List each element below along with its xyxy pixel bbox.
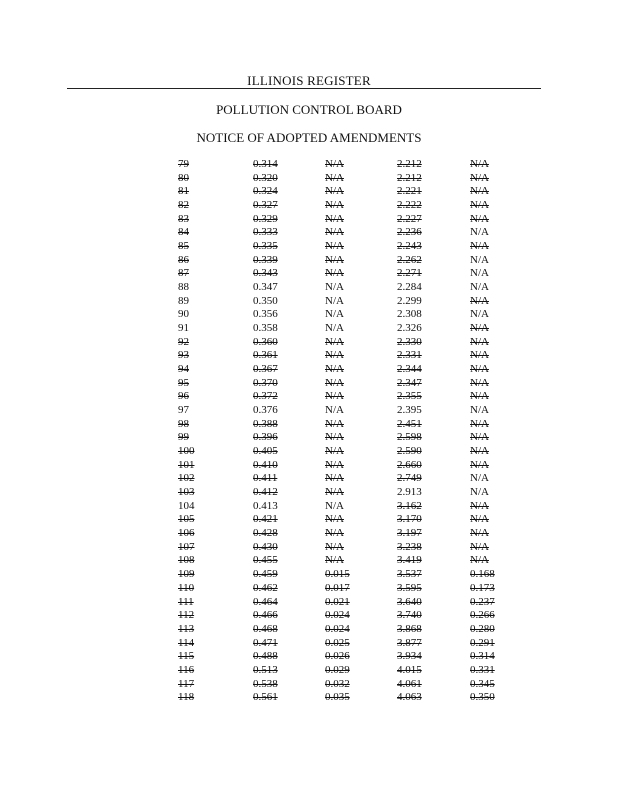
value-cell-1: 0.370: [253, 376, 278, 389]
board-title: POLLUTION CONTROL BOARD: [216, 102, 402, 117]
value-cell-2: 0.015: [325, 568, 350, 581]
table-row: [0, 513, 618, 527]
value-cell-3: 3.537: [397, 568, 422, 581]
value-cell-4: N/A: [470, 431, 489, 444]
value-cell-2: N/A: [325, 390, 344, 403]
value-cell-2: N/A: [325, 472, 344, 485]
table-row: [0, 404, 618, 418]
value-cell-2: N/A: [325, 158, 344, 170]
value-cell-3: 2.212: [397, 158, 422, 170]
table-row: [0, 664, 618, 678]
index-cell: 99: [178, 431, 189, 444]
value-cell-2: 0.024: [325, 609, 350, 622]
value-cell-2: N/A: [325, 540, 344, 553]
value-cell-2: N/A: [325, 458, 344, 471]
value-cell-2: 0.024: [325, 622, 350, 635]
value-cell-1: 0.361: [253, 349, 278, 362]
value-cell-1: 0.405: [253, 445, 278, 458]
index-cell: 101: [178, 458, 195, 471]
index-cell: 83: [178, 212, 189, 225]
value-cell-4: N/A: [470, 417, 489, 430]
value-cell-4: N/A: [470, 472, 489, 485]
value-cell-4: 0.345: [470, 677, 495, 690]
value-cell-2: N/A: [325, 513, 344, 526]
value-cell-1: 0.396: [253, 431, 278, 444]
value-cell-3: 2.660: [397, 458, 422, 471]
value-cell-3: 4.015: [397, 663, 422, 676]
value-cell-3: 3.868: [397, 622, 422, 635]
value-cell-2: N/A: [325, 322, 344, 335]
value-cell-3: 2.344: [397, 363, 422, 376]
table-row: [0, 158, 618, 172]
table-row: [0, 240, 618, 254]
index-cell: 80: [178, 171, 189, 184]
table-row: [0, 568, 618, 582]
index-cell: 92: [178, 335, 189, 348]
value-cell-3: 3.740: [397, 609, 422, 622]
value-cell-1: 0.356: [253, 308, 278, 321]
index-cell: 116: [178, 663, 195, 676]
value-cell-3: 2.347: [397, 376, 422, 389]
value-cell-4: N/A: [470, 171, 489, 184]
value-cell-4: 0.237: [470, 595, 495, 608]
value-cell-1: 0.430: [253, 540, 278, 553]
value-cell-1: 0.358: [253, 322, 278, 335]
table-row: [0, 254, 618, 268]
index-cell: 117: [178, 677, 195, 690]
value-cell-1: 0.314: [253, 158, 278, 170]
value-cell-4: N/A: [470, 212, 489, 225]
value-cell-2: N/A: [325, 363, 344, 376]
value-cell-1: 0.329: [253, 212, 278, 225]
value-cell-3: 3.934: [397, 650, 422, 663]
index-cell: 103: [178, 486, 195, 499]
value-cell-2: N/A: [325, 281, 344, 294]
value-cell-3: 2.212: [397, 171, 422, 184]
index-cell: 112: [178, 609, 195, 622]
value-cell-3: 2.236: [397, 226, 422, 239]
value-cell-3: 3.238: [397, 540, 422, 553]
value-cell-4: N/A: [470, 445, 489, 458]
index-cell: 91: [178, 322, 189, 335]
value-cell-1: 0.411: [253, 472, 278, 485]
index-cell: 102: [178, 472, 195, 485]
value-cell-4: 0.350: [470, 691, 495, 704]
value-cell-2: 0.017: [325, 581, 350, 594]
value-cell-3: 2.271: [397, 267, 422, 280]
value-cell-1: 0.376: [253, 404, 278, 417]
value-cell-3: 3.595: [397, 581, 422, 594]
value-cell-1: 0.455: [253, 554, 278, 567]
value-cell-2: N/A: [325, 335, 344, 348]
amendment-table: [0, 158, 618, 705]
value-cell-3: 2.299: [397, 294, 422, 307]
value-cell-1: 0.360: [253, 335, 278, 348]
value-cell-1: 0.413: [253, 499, 278, 512]
value-cell-3: 2.222: [397, 199, 422, 212]
value-cell-1: 0.350: [253, 294, 278, 307]
index-cell: 98: [178, 417, 189, 430]
index-cell: 108: [178, 554, 195, 567]
value-cell-3: 2.243: [397, 240, 422, 253]
index-cell: 110: [178, 581, 195, 594]
value-cell-3: 2.262: [397, 253, 422, 266]
value-cell-3: 2.913: [397, 486, 422, 499]
index-cell: 96: [178, 390, 189, 403]
index-cell: 93: [178, 349, 189, 362]
index-cell: 109: [178, 568, 195, 581]
value-cell-1: 0.388: [253, 417, 278, 430]
value-cell-2: N/A: [325, 253, 344, 266]
table-row: [0, 678, 618, 692]
table-row: [0, 691, 618, 705]
value-cell-3: 3.640: [397, 595, 422, 608]
value-cell-3: 2.326: [397, 322, 422, 335]
index-cell: 118: [178, 691, 195, 704]
value-cell-4: N/A: [470, 527, 489, 540]
value-cell-1: 0.462: [253, 581, 278, 594]
value-cell-3: 3.197: [397, 527, 422, 540]
value-cell-4: N/A: [470, 554, 489, 567]
value-cell-4: 0.331: [470, 663, 495, 676]
value-cell-2: N/A: [325, 212, 344, 225]
value-cell-4: N/A: [470, 376, 489, 389]
value-cell-3: 2.598: [397, 431, 422, 444]
value-cell-4: N/A: [470, 253, 489, 266]
value-cell-3: 2.284: [397, 281, 422, 294]
value-cell-1: 0.320: [253, 171, 278, 184]
value-cell-2: N/A: [325, 294, 344, 307]
value-cell-3: 3.162: [397, 499, 422, 512]
value-cell-2: 0.025: [325, 636, 350, 649]
index-cell: 105: [178, 513, 195, 526]
value-cell-3: 2.308: [397, 308, 422, 321]
table-row: [0, 527, 618, 541]
table-row: [0, 281, 618, 295]
value-cell-1: 0.471: [253, 636, 278, 649]
index-cell: 81: [178, 185, 189, 198]
value-cell-3: 4.063: [397, 691, 422, 704]
value-cell-2: 0.026: [325, 650, 350, 663]
table-row: [0, 308, 618, 322]
index-cell: 107: [178, 540, 195, 553]
value-cell-4: N/A: [470, 390, 489, 403]
value-cell-2: N/A: [325, 376, 344, 389]
value-cell-2: N/A: [325, 267, 344, 280]
value-cell-2: 0.035: [325, 691, 350, 704]
table-row: [0, 349, 618, 363]
header-rule: [67, 88, 541, 89]
value-cell-4: N/A: [470, 267, 489, 280]
value-cell-4: N/A: [470, 499, 489, 512]
table-row: [0, 213, 618, 227]
value-cell-1: 0.339: [253, 253, 278, 266]
value-cell-2: N/A: [325, 226, 344, 239]
value-cell-2: N/A: [325, 199, 344, 212]
value-cell-4: N/A: [470, 363, 489, 376]
notice-title: NOTICE OF ADOPTED AMENDMENTS: [196, 130, 422, 145]
value-cell-3: 2.221: [397, 185, 422, 198]
index-cell: 82: [178, 199, 189, 212]
value-cell-2: N/A: [325, 527, 344, 540]
value-cell-4: 0.173: [470, 581, 495, 594]
value-cell-4: N/A: [470, 322, 489, 335]
value-cell-2: N/A: [325, 431, 344, 444]
table-row: [0, 295, 618, 309]
value-cell-4: N/A: [470, 540, 489, 553]
value-cell-4: N/A: [470, 294, 489, 307]
value-cell-4: N/A: [470, 308, 489, 321]
index-cell: 85: [178, 240, 189, 253]
table-row: [0, 226, 618, 240]
value-cell-1: 0.464: [253, 595, 278, 608]
table-row: [0, 623, 618, 637]
value-cell-2: N/A: [325, 185, 344, 198]
value-cell-1: 0.372: [253, 390, 278, 403]
value-cell-1: 0.343: [253, 267, 278, 280]
index-cell: 104: [178, 499, 195, 512]
value-cell-4: N/A: [470, 335, 489, 348]
value-cell-1: 0.347: [253, 281, 278, 294]
index-cell: 90: [178, 308, 189, 321]
value-cell-4: N/A: [470, 513, 489, 526]
value-cell-2: 0.029: [325, 663, 350, 676]
index-cell: 86: [178, 253, 189, 266]
index-cell: 89: [178, 294, 189, 307]
table-row: [0, 199, 618, 213]
value-cell-3: 2.355: [397, 390, 422, 403]
value-cell-2: 0.021: [325, 595, 350, 608]
value-cell-1: 0.428: [253, 527, 278, 540]
value-cell-4: 0.291: [470, 636, 495, 649]
value-cell-2: N/A: [325, 240, 344, 253]
index-cell: 84: [178, 226, 189, 239]
table-row: [0, 418, 618, 432]
table-row: [0, 554, 618, 568]
value-cell-2: N/A: [325, 554, 344, 567]
value-cell-4: N/A: [470, 185, 489, 198]
table-row: [0, 486, 618, 500]
value-cell-3: 2.330: [397, 335, 422, 348]
value-cell-3: 2.395: [397, 404, 422, 417]
index-cell: 95: [178, 376, 189, 389]
value-cell-2: N/A: [325, 404, 344, 417]
value-cell-1: 0.335: [253, 240, 278, 253]
table-row: [0, 185, 618, 199]
table-row: [0, 445, 618, 459]
value-cell-1: 0.459: [253, 568, 278, 581]
value-cell-4: N/A: [470, 281, 489, 294]
value-cell-3: 3.170: [397, 513, 422, 526]
value-cell-4: N/A: [470, 240, 489, 253]
value-cell-1: 0.412: [253, 486, 278, 499]
value-cell-1: 0.468: [253, 622, 278, 635]
value-cell-1: 0.466: [253, 609, 278, 622]
table-row: [0, 500, 618, 514]
value-cell-1: 0.367: [253, 363, 278, 376]
value-cell-3: 3.877: [397, 636, 422, 649]
value-cell-2: N/A: [325, 417, 344, 430]
value-cell-1: 0.333: [253, 226, 278, 239]
value-cell-2: N/A: [325, 499, 344, 512]
value-cell-1: 0.327: [253, 199, 278, 212]
value-cell-3: 2.590: [397, 445, 422, 458]
value-cell-4: 0.280: [470, 622, 495, 635]
value-cell-2: N/A: [325, 308, 344, 321]
index-cell: 94: [178, 363, 189, 376]
index-cell: 79: [178, 158, 189, 170]
value-cell-1: 0.513: [253, 663, 278, 676]
value-cell-3: 3.419: [397, 554, 422, 567]
index-cell: 87: [178, 267, 189, 280]
value-cell-4: N/A: [470, 404, 489, 417]
value-cell-4: 0.168: [470, 568, 495, 581]
value-cell-1: 0.421: [253, 513, 278, 526]
value-cell-1: 0.561: [253, 691, 278, 704]
value-cell-2: N/A: [325, 171, 344, 184]
table-row: [0, 582, 618, 596]
value-cell-3: 4.061: [397, 677, 422, 690]
value-cell-3: 2.331: [397, 349, 422, 362]
index-cell: 88: [178, 281, 189, 294]
table-row: [0, 431, 618, 445]
table-row: [0, 322, 618, 336]
value-cell-2: N/A: [325, 445, 344, 458]
value-cell-1: 0.538: [253, 677, 278, 690]
index-cell: 113: [178, 622, 195, 635]
table-row: [0, 650, 618, 664]
index-cell: 100: [178, 445, 195, 458]
table-row: [0, 472, 618, 486]
table-row: [0, 172, 618, 186]
index-cell: 106: [178, 527, 195, 540]
value-cell-2: N/A: [325, 349, 344, 362]
table-row: [0, 637, 618, 651]
value-cell-3: 2.451: [397, 417, 422, 430]
index-cell: 97: [178, 404, 189, 417]
value-cell-4: N/A: [470, 458, 489, 471]
register-title: ILLINOIS REGISTER: [247, 73, 371, 88]
value-cell-4: N/A: [470, 486, 489, 499]
value-cell-4: 0.266: [470, 609, 495, 622]
table-row: [0, 390, 618, 404]
value-cell-4: N/A: [470, 349, 489, 362]
value-cell-2: N/A: [325, 486, 344, 499]
table-row: [0, 336, 618, 350]
table-row: [0, 267, 618, 281]
index-cell: 114: [178, 636, 195, 649]
value-cell-1: 0.324: [253, 185, 278, 198]
value-cell-4: N/A: [470, 199, 489, 212]
table-row: [0, 459, 618, 473]
table-row: [0, 596, 618, 610]
index-cell: 111: [178, 595, 194, 608]
value-cell-4: N/A: [470, 158, 489, 170]
index-cell: 115: [178, 650, 195, 663]
value-cell-1: 0.410: [253, 458, 278, 471]
value-cell-1: 0.488: [253, 650, 278, 663]
value-cell-4: N/A: [470, 226, 489, 239]
table-row: [0, 377, 618, 391]
value-cell-3: 2.749: [397, 472, 422, 485]
table-row: [0, 609, 618, 623]
value-cell-4: 0.314: [470, 650, 495, 663]
value-cell-3: 2.227: [397, 212, 422, 225]
table-row: [0, 363, 618, 377]
value-cell-2: 0.032: [325, 677, 350, 690]
table-row: [0, 541, 618, 555]
